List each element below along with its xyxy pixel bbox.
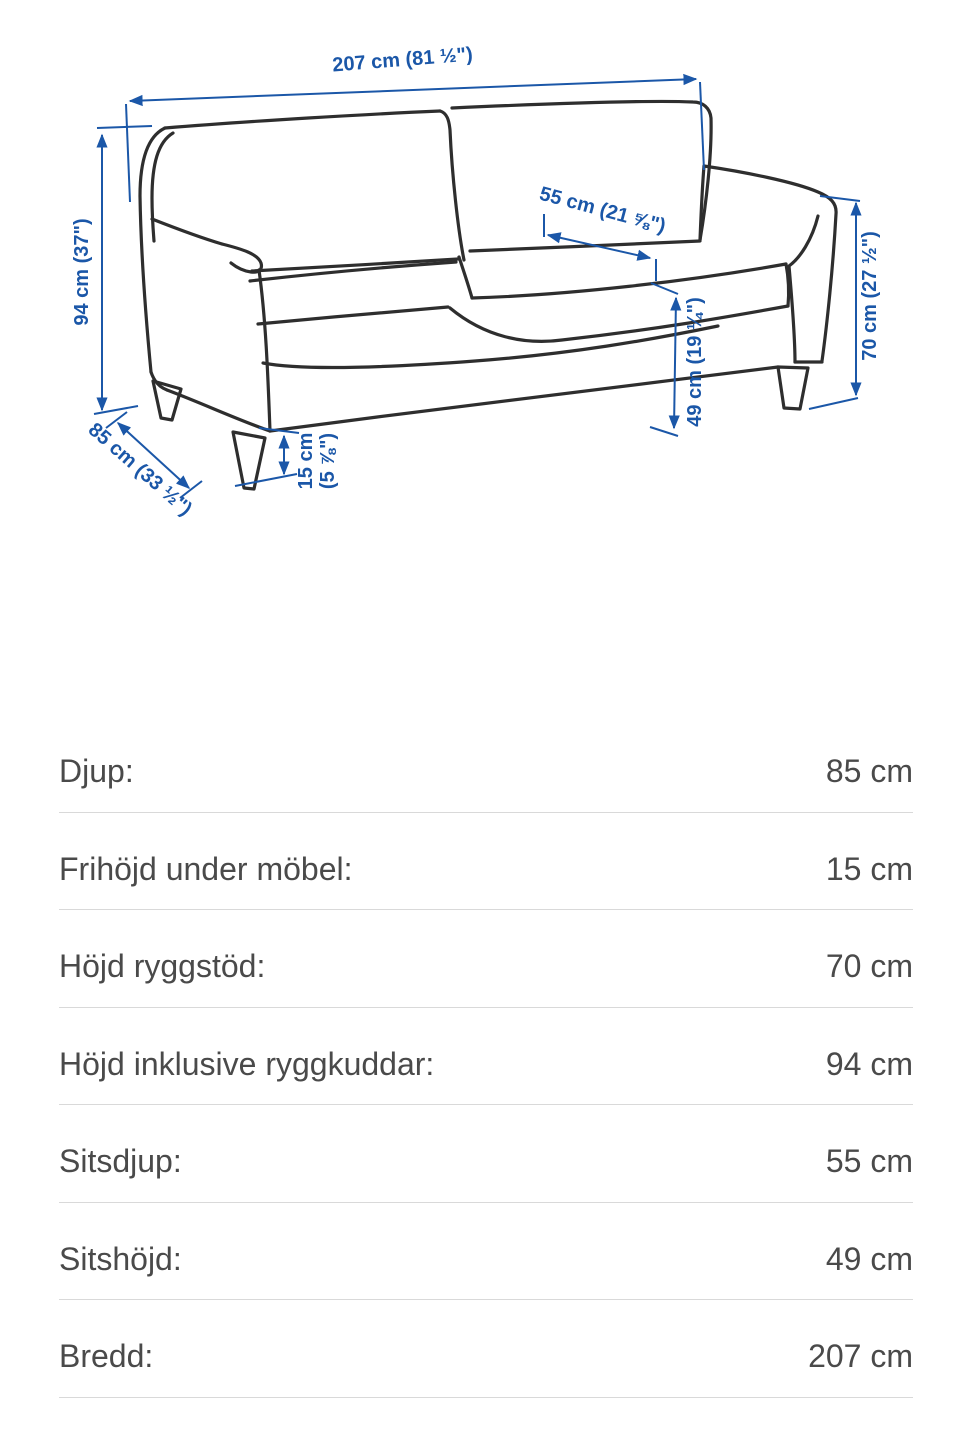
spec-row-height-incl-cushions [59, 1008, 913, 1106]
spec-label: Höjd inklusive ryggkuddar: [59, 1045, 435, 1082]
dimension-seat-height [650, 283, 678, 436]
sofa-dimension-diagram [0, 0, 960, 700]
spec-label: Sitshöjd: [59, 1240, 182, 1277]
back-height-label: 70 cm (27 ½") [859, 231, 881, 361]
sofa-diagram-svg [0, 0, 960, 700]
total-height-label: 94 cm (37") [71, 218, 93, 326]
back-cushion-seam [440, 111, 464, 260]
left-arm-bottom-edge [167, 390, 270, 431]
spec-row-seat-depth [59, 1105, 913, 1203]
back-cushion-left-left-edge [140, 128, 165, 372]
spec-label: Höjd ryggstöd: [59, 948, 266, 985]
spec-row-width [59, 1300, 913, 1398]
width-label: 207 cm (81 ½") [331, 43, 474, 77]
spec-label: Bredd: [59, 1338, 154, 1375]
spec-row-seat-height [59, 1203, 913, 1301]
right-arm-outer [704, 166, 836, 361]
sofa-illustration [140, 101, 836, 489]
spec-value: 94 cm [825, 1045, 913, 1082]
left-arm-roll [222, 244, 261, 272]
spec-value: 15 cm [825, 850, 913, 887]
spec-label: Sitsdjup: [59, 1143, 182, 1180]
clearance-label-value: 15 cm [295, 432, 317, 490]
dimension-width [126, 79, 704, 202]
left-arm-front-edge [259, 270, 270, 431]
right-arm-front-edge [789, 216, 818, 362]
seat-right-front-bottom [450, 306, 788, 341]
dimension-labels [71, 44, 881, 521]
spec-value: 85 cm [825, 753, 913, 790]
spec-label: Djup: [59, 753, 134, 790]
spec-row-back-height [59, 910, 913, 1008]
dimension-clearance [235, 428, 299, 486]
leg-back-left [153, 381, 181, 420]
clearance-label-inches: (5 ⅞") [317, 432, 339, 490]
seat-height-label: 49 cm (19 ¼") [684, 297, 706, 427]
spec-value: 55 cm [825, 1143, 913, 1180]
seat-cushion-seam [459, 257, 472, 298]
spec-value: 49 cm [825, 1240, 913, 1277]
seat-right-corner-edge [786, 264, 789, 306]
spec-label: Frihöjd under möbel: [59, 850, 353, 887]
seat-left-front-bottom [258, 307, 448, 324]
spec-value: 70 cm [825, 948, 913, 985]
back-cushion-left-top [165, 111, 440, 128]
seat-right-front-top [472, 264, 786, 298]
spec-row-depth [59, 715, 913, 813]
depth-label: 85 cm (33 ½") [83, 418, 197, 521]
seat-depth-label: 55 cm (21 ⅝") [537, 182, 668, 238]
dimension-annotations [94, 79, 860, 498]
spec-row-clearance [59, 813, 913, 911]
back-cushion-right-top [452, 101, 711, 240]
left-arm-top-edge [152, 219, 222, 244]
spec-value: 207 cm [808, 1338, 913, 1375]
leg-front-right [778, 367, 808, 409]
measurement-list [59, 715, 913, 1398]
